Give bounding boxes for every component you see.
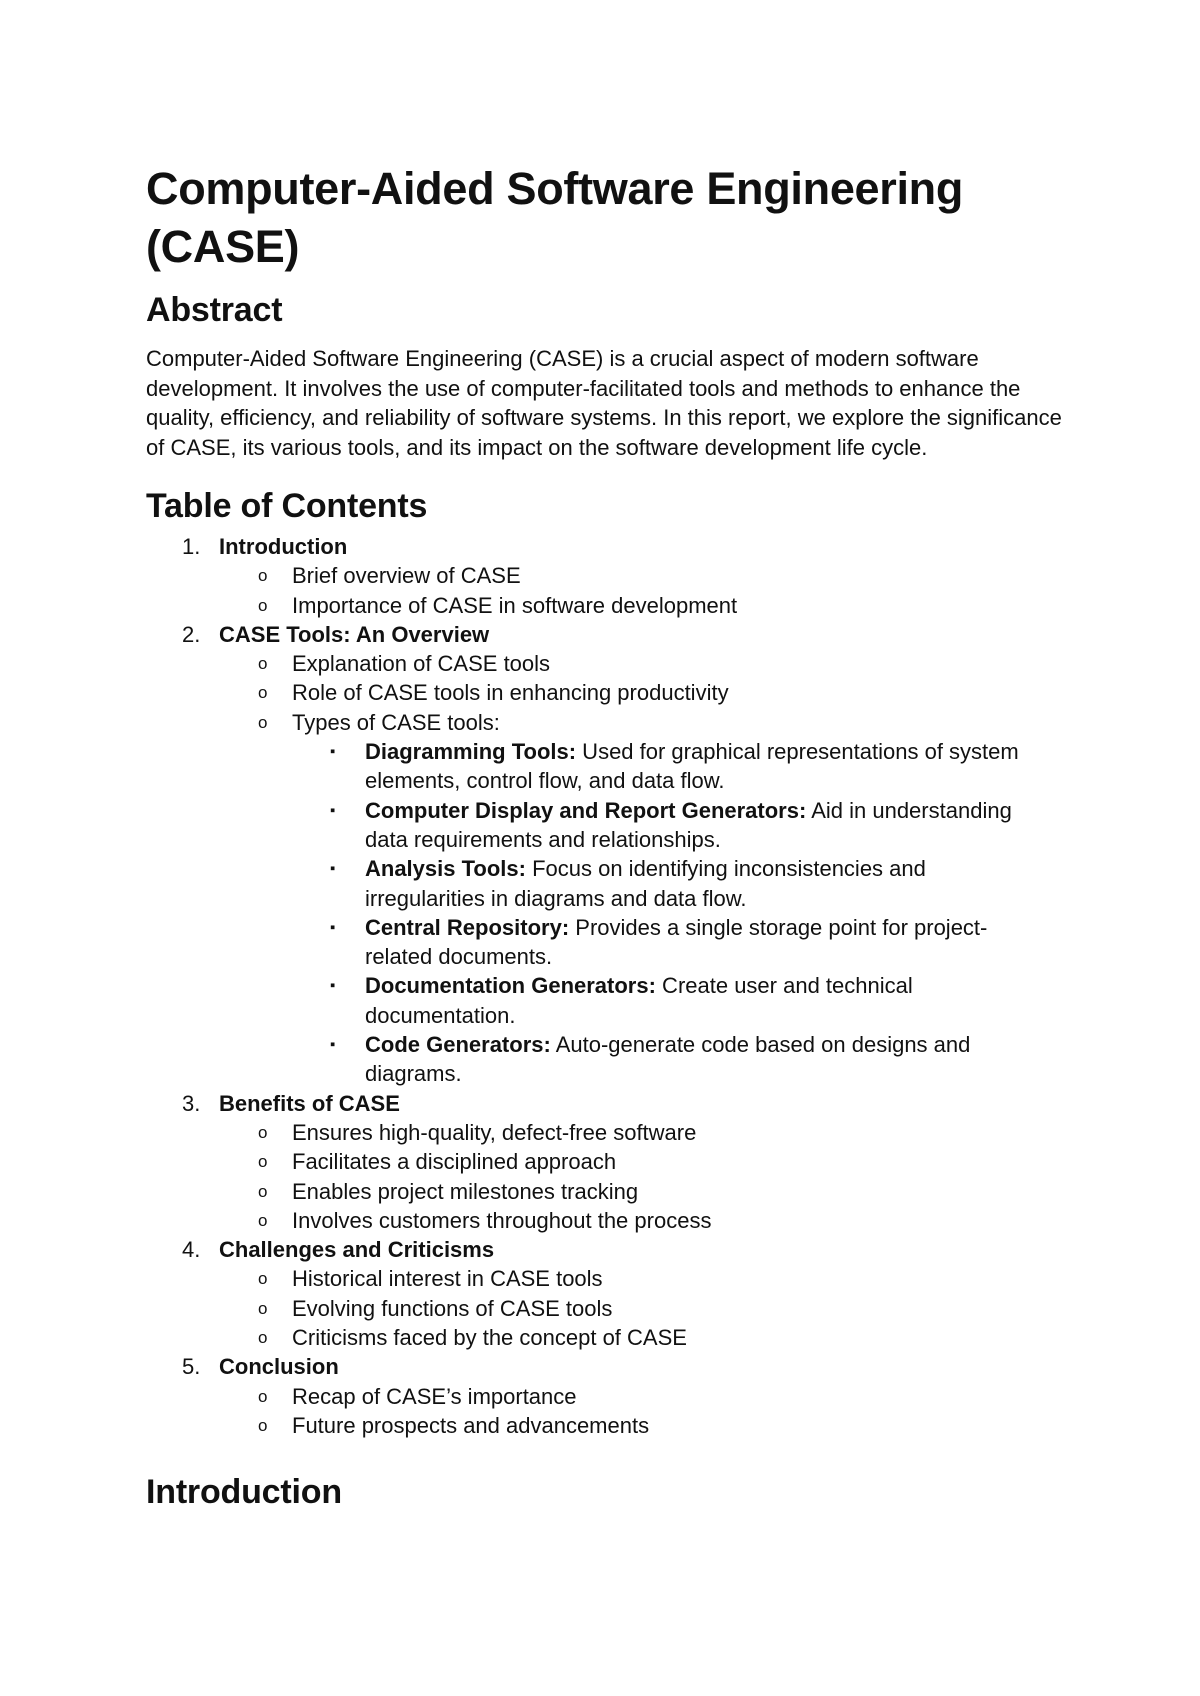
toc-item — [146, 1352, 1076, 1381]
toc-subitem-text: Recap of CASE’s importance — [292, 1383, 577, 1409]
toc-subitem — [146, 1118, 1076, 1147]
tool-type-item — [146, 737, 1076, 796]
toc-subitem-text: Ensures high-quality, defect-free software — [292, 1119, 697, 1145]
toc-subitem — [146, 1382, 1076, 1411]
toc-subitem — [146, 591, 1076, 620]
toc-item-title: Benefits of CASE — [219, 1090, 400, 1116]
circle-bullet-icon: o — [258, 1210, 268, 1230]
tool-type-description: Focus on identifying inconsistencies and irregularities in diagrams and data flow. — [365, 856, 926, 911]
toc-subitem-text: Involves customers throughout the process — [292, 1207, 712, 1233]
toc-item — [146, 1235, 1076, 1264]
toc-subitem-text: Facilitates a disciplined approach — [292, 1149, 617, 1175]
tool-type-item — [146, 1030, 1076, 1089]
toc-subitem-text: Evolving functions of CASE tools — [292, 1295, 613, 1321]
toc-subitem-text: Explanation of CASE tools — [292, 651, 551, 677]
toc-subitem-text: Future prospects and advancements — [292, 1412, 650, 1438]
square-bullet-icon: ▪ — [330, 977, 336, 995]
circle-bullet-icon: o — [258, 566, 268, 586]
toc-subitem — [146, 1206, 1076, 1235]
toc-subitem — [146, 1294, 1076, 1323]
tool-type-term: Analysis Tools: — [365, 856, 526, 882]
document-page — [146, 160, 1076, 1514]
square-bullet-icon: ▪ — [330, 860, 336, 878]
toc-subitem — [146, 1411, 1076, 1440]
circle-bullet-icon: o — [258, 1269, 268, 1289]
toc-item — [146, 620, 1076, 649]
toc-item-title: Challenges and Criticisms — [219, 1237, 495, 1263]
toc-subitem-text: Criticisms faced by the concept of CASE — [292, 1325, 687, 1351]
tool-type-item — [146, 971, 1076, 1030]
tool-type-description: Provides a single storage point for project-related documents. — [365, 914, 988, 970]
square-bullet-icon: ▪ — [330, 743, 336, 761]
tool-type-term: Documentation Generators: — [365, 973, 656, 999]
tool-type-term: Diagramming Tools: — [365, 739, 577, 765]
tool-type-term: Computer Display and Report Generators: — [365, 797, 807, 823]
toc-subitem-text: Enables project milestones tracking — [292, 1178, 639, 1204]
toc-item-number: 1. — [182, 534, 201, 559]
toc-subitem — [146, 678, 1076, 707]
circle-bullet-icon: o — [258, 1181, 268, 1201]
toc-subitem — [146, 1147, 1076, 1176]
tool-type-description: Used for graphical representations of system elements, control flow, and data flow. — [365, 739, 1019, 794]
toc-heading: Table of Contents — [146, 487, 428, 525]
toc-subitem-text: Brief overview of CASE — [292, 563, 521, 589]
toc-subitem-text: Importance of CASE in software development — [292, 592, 738, 618]
toc-subitem-text: Historical interest in CASE tools — [292, 1266, 603, 1292]
circle-bullet-icon: o — [258, 1386, 268, 1406]
circle-bullet-icon: o — [258, 1298, 268, 1318]
toc-item-number: 4. — [182, 1237, 201, 1263]
tool-type-term: Central Repository: — [365, 914, 570, 940]
toc-subitem — [146, 1264, 1076, 1293]
circle-bullet-icon: o — [258, 654, 268, 674]
tool-type-term: Code Generators: — [365, 1032, 551, 1058]
circle-bullet-icon: o — [258, 1152, 268, 1172]
circle-bullet-icon: o — [258, 712, 268, 732]
toc-item-title: CASE Tools: An Overview — [219, 621, 490, 647]
tool-type-item — [146, 913, 1076, 972]
square-bullet-icon: ▪ — [330, 918, 336, 936]
square-bullet-icon: ▪ — [330, 1036, 336, 1054]
toc-item-number: 3. — [182, 1090, 201, 1116]
toc-item-number: 5. — [182, 1354, 201, 1380]
square-bullet-icon: ▪ — [330, 801, 336, 819]
toc-item-number: 2. — [182, 621, 201, 647]
tool-type-description: Auto-generate code based on designs and diagrams. — [365, 1032, 971, 1087]
circle-bullet-icon: o — [258, 1122, 268, 1142]
toc-subitem — [146, 708, 1076, 737]
toc-subitem-text: Types of CASE tools: — [292, 709, 500, 735]
toc-subitem-text: Role of CASE tools in enhancing productivity — [292, 680, 729, 706]
toc-item-title: Conclusion — [219, 1354, 339, 1380]
toc-item — [146, 1089, 1076, 1118]
toc-subitem — [146, 1323, 1076, 1352]
tool-type-description: Aid in understanding data requirements and relationships. — [365, 797, 1012, 852]
document-title: Computer-Aided Software Engineering (CASE) — [146, 163, 964, 272]
toc-subitem — [146, 649, 1076, 678]
tool-type-item — [146, 796, 1076, 855]
toc-subitem — [146, 561, 1076, 590]
toc-item — [146, 532, 1076, 561]
abstract-heading: Abstract — [146, 291, 283, 329]
introduction-heading: Introduction — [146, 1473, 342, 1512]
tool-type-item — [146, 854, 1076, 913]
circle-bullet-icon: o — [258, 683, 268, 703]
toc-subitem — [146, 1177, 1076, 1206]
abstract-text: Computer-Aided Software Engineering (CASE) is a crucial aspect of modern software development. It involves the use of computer-facilitated tools and methods to enhance the quality, efficiency, and reliability of software systems. In this report, we explore the significance of CASE, its various tools, and its impact on the software development life cycle. — [146, 346, 1062, 460]
circle-bullet-icon: o — [258, 595, 268, 615]
circle-bullet-icon: o — [258, 1328, 268, 1348]
toc-item-title: Introduction — [219, 534, 348, 559]
table-of-contents — [146, 532, 1076, 1440]
tool-type-description: Create user and technical documentation. — [365, 973, 913, 1028]
circle-bullet-icon: o — [258, 1415, 268, 1435]
